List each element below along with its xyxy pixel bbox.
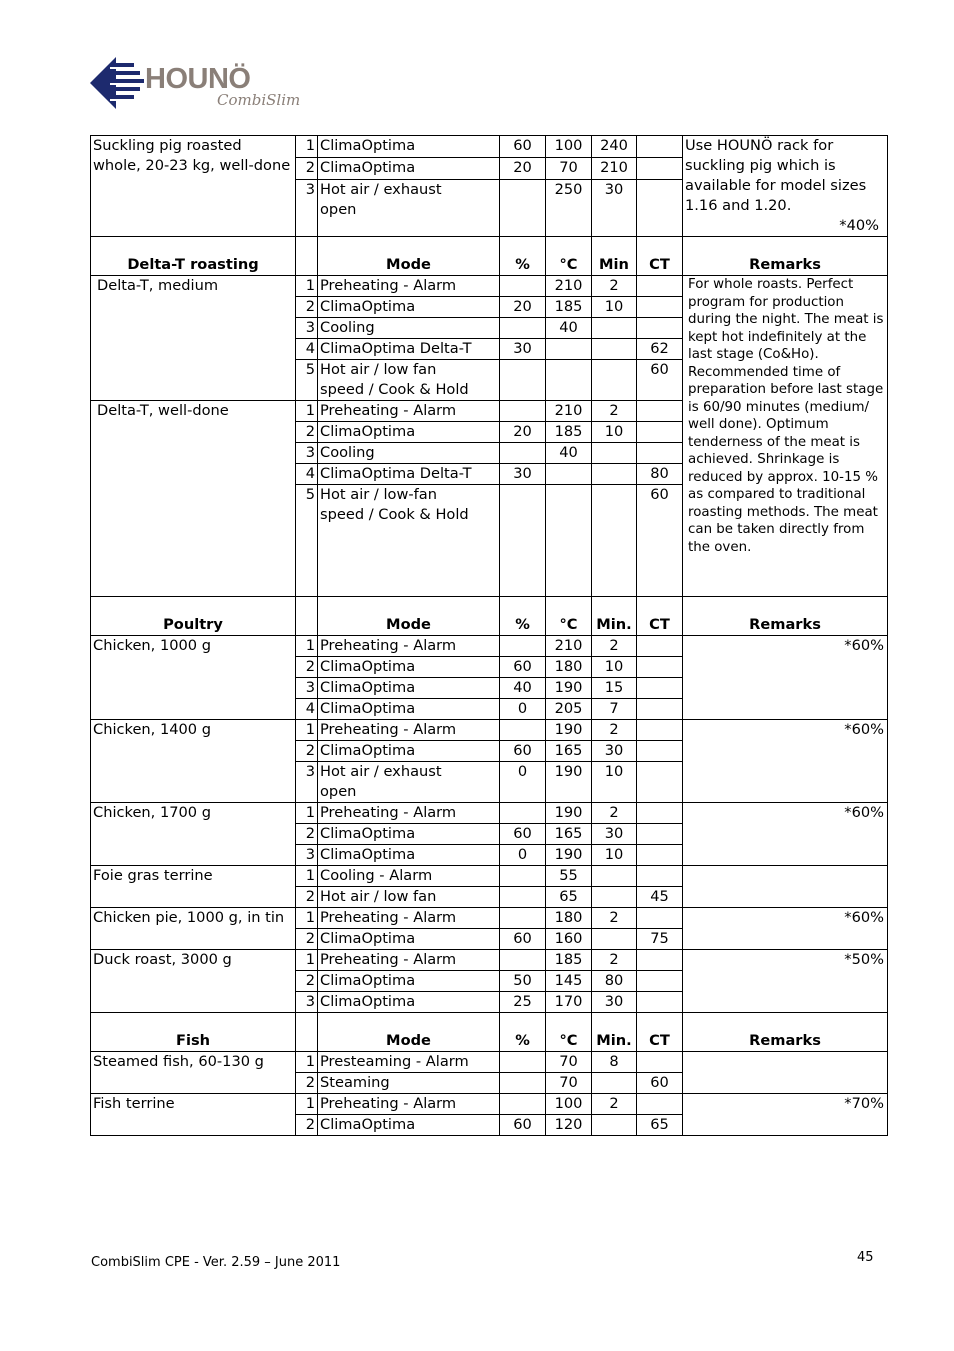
step-core-temp bbox=[637, 741, 683, 762]
temperature-header: °C bbox=[546, 1013, 592, 1052]
step-humidity bbox=[500, 950, 546, 971]
program-name: Chicken pie, 1000 g, in tin bbox=[91, 908, 296, 950]
step-number: 5 bbox=[296, 360, 318, 401]
step-humidity: 60 bbox=[500, 1115, 546, 1136]
step-number: 1 bbox=[296, 1052, 318, 1073]
step-temperature: 180 bbox=[546, 657, 592, 678]
step-mode: ClimaOptima bbox=[318, 929, 500, 950]
program-name: Suckling pig roasted whole, 20-23 kg, well-done bbox=[91, 136, 296, 237]
step-number: 3 bbox=[296, 180, 318, 237]
minutes-header: Min. bbox=[592, 597, 637, 636]
step-humidity bbox=[500, 485, 546, 597]
step-humidity bbox=[500, 803, 546, 824]
step-core-temp bbox=[637, 443, 683, 464]
percent-header: % bbox=[500, 597, 546, 636]
percentage-note: *60% bbox=[844, 909, 884, 926]
step-humidity bbox=[500, 866, 546, 887]
step-temperature: 185 bbox=[546, 297, 592, 318]
step-temperature: 190 bbox=[546, 803, 592, 824]
step-humidity bbox=[500, 1094, 546, 1115]
step-core-temp bbox=[637, 720, 683, 741]
step-minutes: 7 bbox=[592, 699, 637, 720]
step-minutes: 2 bbox=[592, 720, 637, 741]
step-mode: Preheating - Alarm bbox=[318, 908, 500, 929]
step-core-temp: 60 bbox=[637, 360, 683, 401]
step-minutes: 30 bbox=[592, 180, 637, 237]
remarks-cell bbox=[683, 803, 888, 866]
step-minutes bbox=[592, 887, 637, 908]
footer-text: CombiSlim CPE - Ver. 2.59 – June 2011 bbox=[91, 1255, 341, 1270]
step-minutes: 2 bbox=[592, 908, 637, 929]
step-humidity bbox=[500, 318, 546, 339]
step-temperature bbox=[546, 360, 592, 401]
step-humidity: 20 bbox=[500, 297, 546, 318]
remarks-header: Remarks bbox=[683, 237, 888, 276]
step-humidity bbox=[500, 1073, 546, 1094]
mode-header: Mode bbox=[318, 237, 500, 276]
step-mode: ClimaOptima bbox=[318, 971, 500, 992]
remarks-cell bbox=[683, 950, 888, 1013]
remarks-header: Remarks bbox=[683, 597, 888, 636]
remarks-header: Remarks bbox=[683, 1013, 888, 1052]
remarks-cell bbox=[683, 136, 888, 237]
step-humidity: 20 bbox=[500, 422, 546, 443]
step-humidity: 30 bbox=[500, 339, 546, 360]
step-number: 1 bbox=[296, 866, 318, 887]
step-temperature: 100 bbox=[546, 1094, 592, 1115]
remarks-cell bbox=[683, 866, 888, 908]
step-temperature: 190 bbox=[546, 678, 592, 699]
remarks-cell: For whole roasts. Perfect program for production during the night. The meat is kept hot indefinitely at the last stage (Co&Ho). Recommended time of preparation before last stage is 60/90 minutes (medium/ well done). Optimum tenderness of the meat is achieved. Shrinkage is reduced by approx. 10-15 % as compared to traditional roasting methods. The meat can be taken directly from the oven. bbox=[683, 276, 888, 597]
table-row bbox=[91, 1094, 888, 1115]
step-temperature: 210 bbox=[546, 636, 592, 657]
step-core-temp bbox=[637, 699, 683, 720]
step-humidity: 60 bbox=[500, 741, 546, 762]
step-core-temp bbox=[637, 636, 683, 657]
remarks-cell bbox=[683, 1094, 888, 1136]
temperature-header: °C bbox=[546, 597, 592, 636]
program-name: Steamed fish, 60-130 g bbox=[91, 1052, 296, 1094]
table-row bbox=[91, 803, 888, 824]
step-number: 3 bbox=[296, 845, 318, 866]
step-temperature: 210 bbox=[546, 401, 592, 422]
table-row bbox=[91, 276, 888, 297]
step-number: 3 bbox=[296, 992, 318, 1013]
step-core-temp: 75 bbox=[637, 929, 683, 950]
step-humidity: 60 bbox=[500, 136, 546, 158]
step-core-temp bbox=[637, 180, 683, 237]
step-mode: ClimaOptima Delta-T bbox=[318, 339, 500, 360]
step-number: 4 bbox=[296, 699, 318, 720]
step-temperature: 70 bbox=[546, 1052, 592, 1073]
step-temperature bbox=[546, 485, 592, 597]
step-number: 3 bbox=[296, 443, 318, 464]
step-number: 3 bbox=[296, 678, 318, 699]
step-temperature: 55 bbox=[546, 866, 592, 887]
step-humidity: 40 bbox=[500, 678, 546, 699]
step-core-temp bbox=[637, 401, 683, 422]
step-mode: ClimaOptima bbox=[318, 992, 500, 1013]
percentage-note: *60% bbox=[844, 637, 884, 654]
step-core-temp bbox=[637, 1094, 683, 1115]
step-temperature: 185 bbox=[546, 422, 592, 443]
program-name: Delta-T, medium bbox=[91, 276, 296, 401]
step-mode: ClimaOptima Delta-T bbox=[318, 464, 500, 485]
step-minutes: 80 bbox=[592, 971, 637, 992]
step-core-temp bbox=[637, 1052, 683, 1073]
step-humidity: 0 bbox=[500, 699, 546, 720]
table-row bbox=[91, 950, 888, 971]
step-minutes bbox=[592, 339, 637, 360]
step-core-temp: 60 bbox=[637, 485, 683, 597]
step-minutes: 2 bbox=[592, 636, 637, 657]
step-mode: Presteaming - Alarm bbox=[318, 1052, 500, 1073]
step-number: 2 bbox=[296, 422, 318, 443]
core-temp-header: CT bbox=[637, 597, 683, 636]
logo-product: CombiSlim bbox=[217, 91, 301, 109]
step-number: 1 bbox=[296, 908, 318, 929]
section-title: Delta-T roasting bbox=[91, 237, 296, 276]
step-core-temp bbox=[637, 678, 683, 699]
step-humidity: 50 bbox=[500, 971, 546, 992]
remarks-cell bbox=[683, 908, 888, 950]
step-core-temp bbox=[637, 950, 683, 971]
step-number: 2 bbox=[296, 657, 318, 678]
step-humidity: 60 bbox=[500, 657, 546, 678]
step-number: 4 bbox=[296, 339, 318, 360]
step-temperature: 210 bbox=[546, 276, 592, 297]
step-humidity bbox=[500, 276, 546, 297]
step-number: 2 bbox=[296, 297, 318, 318]
table-row bbox=[91, 720, 888, 741]
step-number: 1 bbox=[296, 1094, 318, 1115]
step-minutes: 2 bbox=[592, 803, 637, 824]
step-temperature: 170 bbox=[546, 992, 592, 1013]
step-number: 2 bbox=[296, 741, 318, 762]
step-mode: Cooling - Alarm bbox=[318, 866, 500, 887]
step-temperature: 185 bbox=[546, 950, 592, 971]
core-temp-header: CT bbox=[637, 1013, 683, 1052]
step-mode: Cooling bbox=[318, 443, 500, 464]
step-mode: ClimaOptima bbox=[318, 678, 500, 699]
step-core-temp bbox=[637, 158, 683, 180]
mode-header: Mode bbox=[318, 597, 500, 636]
step-number: 2 bbox=[296, 158, 318, 180]
step-core-temp bbox=[637, 803, 683, 824]
step-temperature: 205 bbox=[546, 699, 592, 720]
step-number: 2 bbox=[296, 1073, 318, 1094]
remarks-cell bbox=[683, 720, 888, 803]
section-title: Fish bbox=[91, 1013, 296, 1052]
step-temperature: 120 bbox=[546, 1115, 592, 1136]
step-mode: Hot air / exhaust open bbox=[318, 762, 500, 803]
step-header bbox=[296, 237, 318, 276]
step-minutes bbox=[592, 443, 637, 464]
step-number: 3 bbox=[296, 762, 318, 803]
table-row bbox=[91, 1052, 888, 1073]
step-mode: Hot air / low-fan speed / Cook & Hold bbox=[318, 485, 500, 597]
step-temperature: 190 bbox=[546, 720, 592, 741]
step-mode: ClimaOptima bbox=[318, 824, 500, 845]
step-mode: Preheating - Alarm bbox=[318, 276, 500, 297]
step-number: 1 bbox=[296, 401, 318, 422]
step-number: 2 bbox=[296, 887, 318, 908]
step-humidity bbox=[500, 887, 546, 908]
step-temperature: 40 bbox=[546, 443, 592, 464]
step-temperature: 165 bbox=[546, 824, 592, 845]
program-name: Duck roast, 3000 g bbox=[91, 950, 296, 1013]
percentage-note: *60% bbox=[844, 804, 884, 821]
step-mode: ClimaOptima bbox=[318, 136, 500, 158]
minutes-header: Min. bbox=[592, 1013, 637, 1052]
step-core-temp bbox=[637, 762, 683, 803]
step-humidity bbox=[500, 1052, 546, 1073]
section-header-row bbox=[91, 1013, 888, 1052]
section-header-row bbox=[91, 237, 888, 276]
table-row bbox=[91, 866, 888, 887]
step-temperature: 160 bbox=[546, 929, 592, 950]
step-core-temp: 60 bbox=[637, 1073, 683, 1094]
step-number: 5 bbox=[296, 485, 318, 597]
step-humidity: 60 bbox=[500, 929, 546, 950]
step-mode: ClimaOptima bbox=[318, 297, 500, 318]
step-temperature: 70 bbox=[546, 158, 592, 180]
step-minutes: 30 bbox=[592, 741, 637, 762]
step-mode: Preheating - Alarm bbox=[318, 401, 500, 422]
step-number: 4 bbox=[296, 464, 318, 485]
step-number: 1 bbox=[296, 950, 318, 971]
step-core-temp bbox=[637, 971, 683, 992]
step-humidity: 0 bbox=[500, 845, 546, 866]
step-mode: Steaming bbox=[318, 1073, 500, 1094]
step-minutes: 2 bbox=[592, 950, 637, 971]
step-minutes: 15 bbox=[592, 678, 637, 699]
section-header-row bbox=[91, 597, 888, 636]
core-temp-header: CT bbox=[637, 237, 683, 276]
step-number: 2 bbox=[296, 824, 318, 845]
step-core-temp bbox=[637, 657, 683, 678]
step-humidity: 20 bbox=[500, 158, 546, 180]
step-core-temp: 45 bbox=[637, 887, 683, 908]
step-humidity: 25 bbox=[500, 992, 546, 1013]
step-minutes: 8 bbox=[592, 1052, 637, 1073]
step-minutes: 10 bbox=[592, 845, 637, 866]
table-row bbox=[91, 908, 888, 929]
percentage-note: *60% bbox=[844, 721, 884, 738]
program-name: Foie gras terrine bbox=[91, 866, 296, 908]
temperature-header: °C bbox=[546, 237, 592, 276]
step-number: 1 bbox=[296, 720, 318, 741]
step-humidity bbox=[500, 636, 546, 657]
step-minutes: 240 bbox=[592, 136, 637, 158]
step-minutes bbox=[592, 866, 637, 887]
remarks-cell bbox=[683, 636, 888, 720]
step-humidity bbox=[500, 443, 546, 464]
step-minutes: 2 bbox=[592, 276, 637, 297]
program-name: Fish terrine bbox=[91, 1094, 296, 1136]
remarks-cell bbox=[683, 1052, 888, 1094]
step-number: 3 bbox=[296, 318, 318, 339]
logo-brand: HOUNÖ bbox=[145, 63, 251, 95]
step-header bbox=[296, 1013, 318, 1052]
step-number: 2 bbox=[296, 971, 318, 992]
step-temperature: 65 bbox=[546, 887, 592, 908]
step-mode: Hot air / low fan speed / Cook & Hold bbox=[318, 360, 500, 401]
step-temperature: 190 bbox=[546, 762, 592, 803]
step-minutes: 30 bbox=[592, 992, 637, 1013]
program-name: Chicken, 1400 g bbox=[91, 720, 296, 803]
step-temperature: 190 bbox=[546, 845, 592, 866]
step-number: 1 bbox=[296, 803, 318, 824]
step-minutes bbox=[592, 1073, 637, 1094]
step-minutes: 2 bbox=[592, 401, 637, 422]
step-mode: ClimaOptima bbox=[318, 1115, 500, 1136]
table-row bbox=[91, 636, 888, 657]
step-core-temp bbox=[637, 824, 683, 845]
step-header bbox=[296, 597, 318, 636]
step-core-temp bbox=[637, 845, 683, 866]
step-minutes bbox=[592, 929, 637, 950]
step-mode: Hot air / exhaust open bbox=[318, 180, 500, 237]
step-core-temp bbox=[637, 908, 683, 929]
percent-header: % bbox=[500, 1013, 546, 1052]
step-core-temp: 65 bbox=[637, 1115, 683, 1136]
step-temperature: 40 bbox=[546, 318, 592, 339]
table-row bbox=[91, 136, 888, 158]
mode-header: Mode bbox=[318, 1013, 500, 1052]
step-number: 2 bbox=[296, 929, 318, 950]
step-temperature bbox=[546, 339, 592, 360]
step-number: 1 bbox=[296, 636, 318, 657]
step-core-temp bbox=[637, 136, 683, 158]
step-mode: Hot air / low fan bbox=[318, 887, 500, 908]
logo-diamond-icon bbox=[90, 57, 146, 109]
step-number: 1 bbox=[296, 136, 318, 158]
percentage-note: *40% bbox=[839, 217, 879, 234]
step-mode: Preheating - Alarm bbox=[318, 803, 500, 824]
step-minutes: 210 bbox=[592, 158, 637, 180]
step-minutes: 2 bbox=[592, 1094, 637, 1115]
program-name: Chicken, 1000 g bbox=[91, 636, 296, 720]
program-name: Delta-T, well-done bbox=[91, 401, 296, 597]
step-mode: ClimaOptima bbox=[318, 699, 500, 720]
step-core-temp: 62 bbox=[637, 339, 683, 360]
remarks-text: Use HOUNÖ rack for suckling pig which is available for model sizes 1.16 and 1.20. bbox=[685, 137, 867, 214]
step-temperature: 100 bbox=[546, 136, 592, 158]
step-mode: Preheating - Alarm bbox=[318, 720, 500, 741]
step-core-temp bbox=[637, 297, 683, 318]
percentage-note: *70% bbox=[844, 1095, 884, 1112]
step-minutes: 30 bbox=[592, 824, 637, 845]
step-core-temp: 80 bbox=[637, 464, 683, 485]
step-minutes: 10 bbox=[592, 657, 637, 678]
step-mode: ClimaOptima bbox=[318, 657, 500, 678]
percentage-note: *50% bbox=[844, 951, 884, 968]
step-core-temp bbox=[637, 276, 683, 297]
step-humidity: 0 bbox=[500, 762, 546, 803]
percent-header: % bbox=[500, 237, 546, 276]
step-minutes bbox=[592, 464, 637, 485]
step-minutes: 10 bbox=[592, 422, 637, 443]
section-title: Poultry bbox=[91, 597, 296, 636]
step-temperature bbox=[546, 464, 592, 485]
step-mode: ClimaOptima bbox=[318, 158, 500, 180]
step-humidity: 30 bbox=[500, 464, 546, 485]
step-number: 2 bbox=[296, 1115, 318, 1136]
step-minutes bbox=[592, 485, 637, 597]
houno-logo bbox=[90, 55, 305, 115]
step-core-temp bbox=[637, 992, 683, 1013]
step-mode: ClimaOptima bbox=[318, 845, 500, 866]
step-minutes: 10 bbox=[592, 297, 637, 318]
step-mode: ClimaOptima bbox=[318, 741, 500, 762]
step-temperature: 145 bbox=[546, 971, 592, 992]
step-humidity bbox=[500, 401, 546, 422]
step-minutes: 10 bbox=[592, 762, 637, 803]
step-humidity bbox=[500, 180, 546, 237]
step-humidity bbox=[500, 720, 546, 741]
page-number: 45 bbox=[857, 1250, 874, 1265]
step-temperature: 70 bbox=[546, 1073, 592, 1094]
program-name: Chicken, 1700 g bbox=[91, 803, 296, 866]
step-core-temp bbox=[637, 318, 683, 339]
step-minutes bbox=[592, 1115, 637, 1136]
step-mode: Preheating - Alarm bbox=[318, 950, 500, 971]
step-mode: Preheating - Alarm bbox=[318, 636, 500, 657]
cooking-programs-table bbox=[90, 135, 888, 1136]
step-temperature: 250 bbox=[546, 180, 592, 237]
step-minutes bbox=[592, 318, 637, 339]
step-humidity bbox=[500, 908, 546, 929]
step-mode: Cooling bbox=[318, 318, 500, 339]
step-temperature: 180 bbox=[546, 908, 592, 929]
step-humidity bbox=[500, 360, 546, 401]
step-humidity: 60 bbox=[500, 824, 546, 845]
step-core-temp bbox=[637, 866, 683, 887]
step-core-temp bbox=[637, 422, 683, 443]
minutes-header: Min bbox=[592, 237, 637, 276]
step-minutes bbox=[592, 360, 637, 401]
step-mode: ClimaOptima bbox=[318, 422, 500, 443]
step-temperature: 165 bbox=[546, 741, 592, 762]
step-mode: Preheating - Alarm bbox=[318, 1094, 500, 1115]
step-number: 1 bbox=[296, 276, 318, 297]
